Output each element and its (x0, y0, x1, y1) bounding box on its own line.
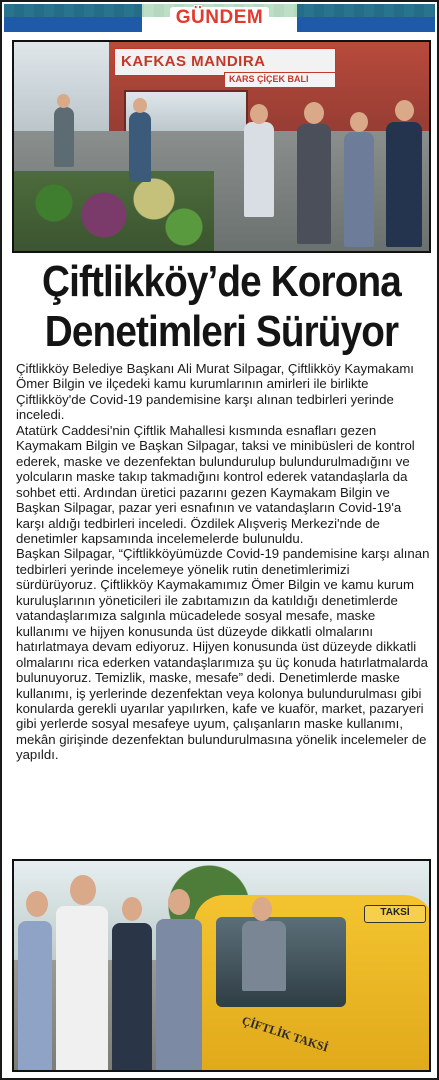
official-figure (297, 124, 331, 244)
article-body (16, 361, 430, 763)
taxi-driver-figure (242, 921, 286, 991)
official-figure (156, 919, 202, 1071)
storefront-sign-text: KAFKAS MANDIRA (121, 53, 266, 70)
official-figure (56, 906, 108, 1071)
shopper-figure (54, 107, 74, 167)
police-officer-figure (386, 122, 422, 247)
taxi-roof-sign-text: TAKSİ (380, 907, 410, 918)
market-inspection-photo (12, 40, 431, 253)
article-headline (12, 257, 431, 357)
section-header-bar (4, 4, 435, 32)
official-figure (18, 921, 52, 1071)
article-paragraph: Başkan Silpagar, “Çiftlikköyümüzde Covid-19 pandemisine karşı alınan tedbirleri yerinde incelemeye yönelik rutin denetimlerimizi sürdürüyoruz. Çiftlikköy Kaymakamımız Ömer Bilgin ve kamu kurum kuruluşlarının yöneticileri ile zabıtamızın da katıldığı denetimlerde vatandaşlarımıza salgınla mücadelede sosyal mesafe, maske kullanımı ve hijyen konusunda üst düzeyde dikkatli olmalarını hatırlatmaya devam ediyoruz. Hijyen konusunda üst düzeyde dikkatli olmalarını rica ederken vatandaşlarımıza şu üç konuda hatırlatmalarda bulunuyoruz. Temizlik, maske, mesafe” dedi. Denetimlerde maske kullanımı, iş yerlerinde dezenfektan veya kolonya bulundurulması gibi konularda gerekli uyarılar yapılırken, kafe ve kuaför, market, pazaryeri gibi yerlerde sosyal mesafeye uyum, çalışanların maske kullanımı, mekân girişinde dezenfektan bulundurulmasına yönelik incelemeler de yapıldı. (16, 546, 430, 763)
yellow-taxi (194, 895, 431, 1072)
headline-line-2: Denetimleri Sürüyor (44, 307, 399, 356)
article-paragraph: Atatürk Caddesi'nin Çiftlik Mahallesi kısmında esnafları gezen Kaymakam Bilgin ve Başkan Silpagar, taksi ve minibüsleri de kontrol ederek, maske ve dezenfektan bulundurulup bulundurulmadığını ve yolcuların maske takıp takmadığını kontrol ederek vatandaşlarla da sohbet etti. Ardından üretici pazarını gezen Kaymakam Bilgin ve Başkan Silpagar, pazar yeri esnafının ve vatandaşların Covid-19'a karşı aldığı tedbirleri inceledi. Özdilek Alışveriş Merkezi'nde de denetimler kapsamında incelemelerde bulunuldu. (16, 422, 415, 546)
taxi-inspection-photo (12, 859, 431, 1072)
produce-stall (14, 171, 214, 251)
headline-line-1: Çiftlikköy’de Korona (42, 257, 401, 306)
section-title-text: GÜNDEM (170, 7, 269, 28)
police-officer-figure (112, 923, 152, 1071)
shopper-figure (129, 112, 151, 182)
storefront-subsign (224, 72, 336, 88)
taxi-door-text: ÇİFTLİK TAKSİ (240, 1013, 331, 1055)
article-paragraph: Çiftlikköy Belediye Başkanı Ali Murat Silpagar, Çiftlikköy Kaymakamı Ömer Bilgin ve ilçedeki kamu kurumlarının amirleri ile birlikte Çiftlikköy'de Covid-19 pandemisine karşı alınan tedbirleri yerinde inceledi. (16, 361, 414, 423)
taxi-roof-sign (364, 905, 426, 923)
official-figure (244, 122, 274, 217)
storefront-subsign-text: KARS ÇİÇEK BALI (229, 74, 309, 84)
official-figure (344, 132, 374, 247)
section-title (4, 7, 435, 29)
